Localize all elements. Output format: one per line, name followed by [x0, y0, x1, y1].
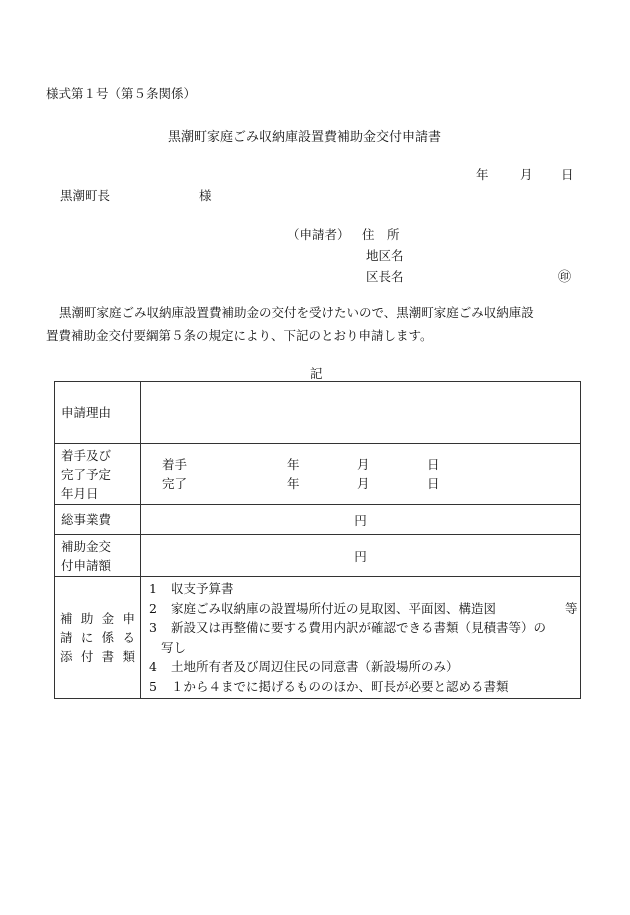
attachments-label: 補助金申 請に係る 添付書類 — [55, 577, 141, 699]
total-cost-unit: 円 — [354, 512, 367, 528]
reason-row — [55, 382, 581, 444]
reason-value[interactable] — [141, 382, 581, 444]
grant-unit: 円 — [354, 548, 367, 564]
applicant-label: （申請者） — [287, 227, 350, 242]
addressee: 黒潮町長 — [60, 188, 111, 203]
seal-mark: ㊞ — [558, 270, 572, 285]
schedule-label: 着手及び 完了予定 年月日 — [55, 444, 141, 505]
form-title: 黒潮町家庭ごみ収納庫設置費補助金交付申請書 — [168, 130, 442, 145]
start-date-row: 着手 年 月 日 — [162, 457, 440, 472]
date-day-label: 日 — [561, 167, 574, 182]
chief-label: 区長名 — [366, 269, 404, 284]
body-line-2: 置費補助金交付要綱第５条の規定により、下記のとおり申請します。 — [46, 328, 433, 343]
grant-label: 補助金交 付申請額 — [55, 535, 141, 577]
schedule-value[interactable] — [141, 444, 581, 505]
total-cost-value[interactable] — [141, 505, 581, 535]
attachment-item: 1 収支予算書 — [149, 581, 234, 596]
date-month-label: 月 — [520, 167, 533, 182]
honorific: 様 — [199, 188, 212, 203]
grant-row — [55, 535, 581, 577]
attachments-list — [141, 577, 581, 699]
application-table — [54, 381, 581, 699]
attachment-item: 2 家庭ごみ収納庫の設置場所付近の見取図、平面図、構造図 等 — [149, 600, 578, 616]
address-label: 住 所 — [362, 227, 400, 242]
total-cost-label: 総事業費 — [55, 505, 141, 535]
attachment-item: 3 新設又は再整備に要する費用内訳が確認できる書類（見積書等）の — [149, 620, 547, 635]
attachment-item: 4 土地所有者及び周辺住民の同意書（新設場所のみ） — [149, 659, 459, 674]
total-cost-row — [55, 505, 581, 535]
form-number: 様式第１号（第５条関係） — [46, 86, 197, 101]
grant-value[interactable] — [141, 535, 581, 577]
reason-label: 申請理由 — [55, 382, 141, 444]
date-year-label: 年 — [476, 167, 489, 182]
ki-heading: 記 — [310, 366, 323, 381]
attachments-row — [55, 577, 581, 699]
schedule-row — [55, 444, 581, 505]
body-line-1: 黒潮町家庭ごみ収納庫設置費補助金の交付を受けたいので、黒潮町家庭ごみ収納庫設 — [59, 305, 534, 320]
end-date-row: 完了 年 月 日 — [162, 476, 440, 491]
attachment-item-continued: 写し — [161, 639, 187, 655]
attachment-item: 5 １から４までに掲げるもののほか、町長が必要と認める書類 — [149, 678, 509, 694]
district-label: 地区名 — [366, 248, 404, 263]
